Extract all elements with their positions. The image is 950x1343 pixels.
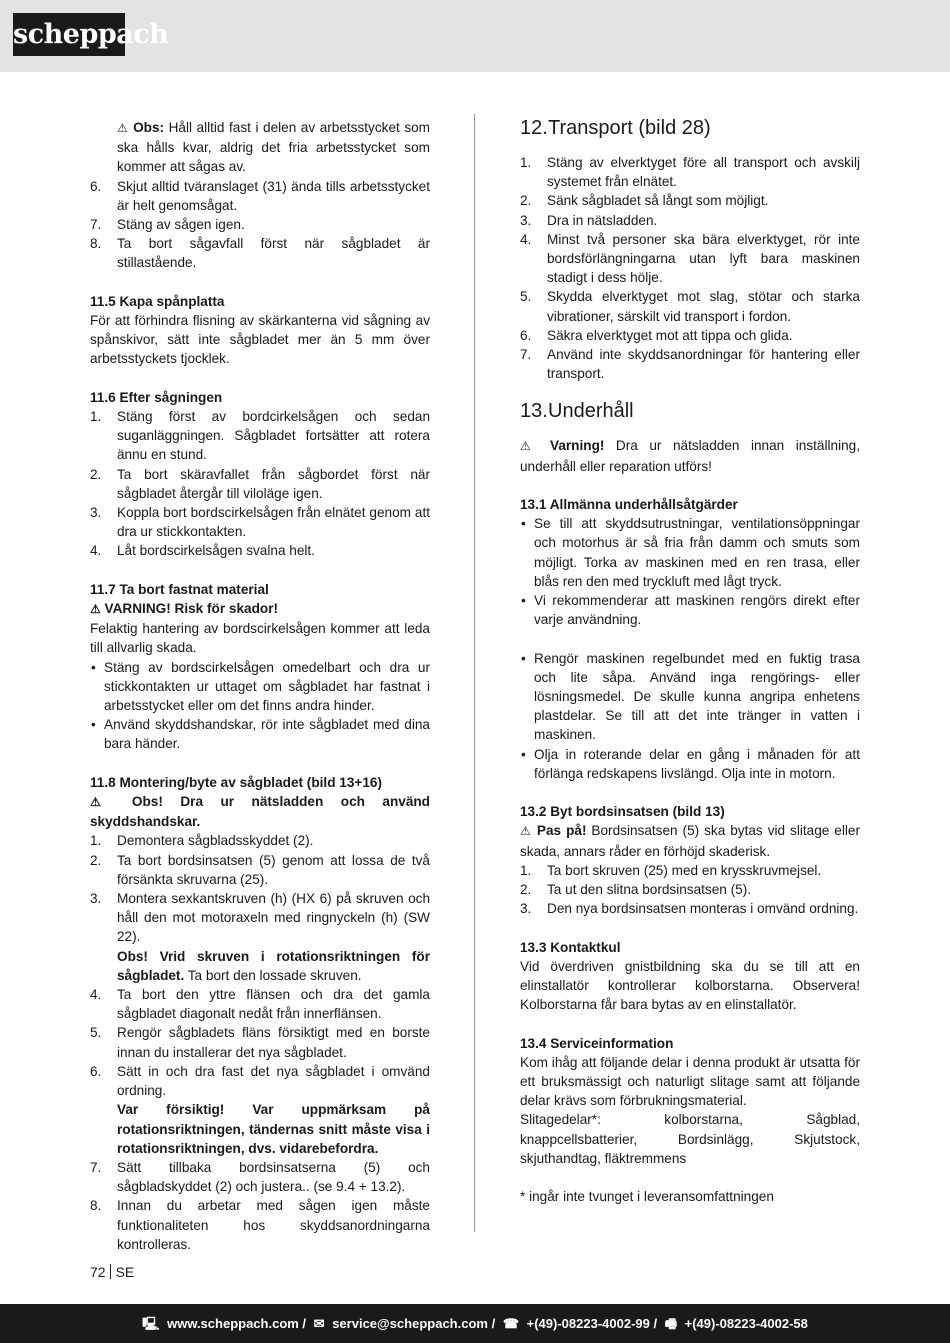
list-item: 8. Innan du arbetar med sågen igen måste funktionaliteten hos skyddsanordningarna kontrolleras. <box>90 1198 430 1252</box>
list-item: 6. Sätt in och dra fast det nya sågbladet i omvänd ordning. <box>90 1063 430 1099</box>
list-item: 6. Säkra elverktyget mot att tippa och glida. <box>520 327 793 343</box>
left-column <box>90 118 430 1254</box>
fax-icon: 🖷 <box>664 1316 677 1331</box>
list-item: 8. Ta bort sågavfall först när sågbladet är stillastående. <box>90 236 430 271</box>
list-a <box>90 177 430 273</box>
section-heading: 11.6 Efter sågningen <box>90 389 223 405</box>
monitor-icon: 🖳 <box>142 1316 160 1331</box>
list-item: 5. Rengör sågbladets fläns försiktigt med en borste innan du installerar det nya sågbladet. <box>90 1025 430 1060</box>
warning-icon: ⚠ <box>90 602 101 617</box>
list-item: 3. Den nya bordsinsatsen monteras i omvänd ordning. <box>520 901 859 917</box>
list-item: 2. Ta bort bordsinsatsen (5) genom att lossa de två försänkta skruvarna (25). <box>90 852 430 887</box>
paragraph: För att förhindra flisning av skärkanterna vid sågning av spånskivor, sätt inte sågbladet mer än 5 mm över arbetsstyckets tjocklek. <box>90 313 430 367</box>
warning-text: ⚠ VARNING! Risk för skador! <box>90 601 279 617</box>
section-heading: 13.3 Kontaktkul <box>520 939 621 955</box>
list-item: 4. Minst två personer ska bära elverktyget, rör inte bordsförlängningarna utan lyft bara maskinen stadigt i dess hölje. <box>520 231 860 286</box>
list-item: 1. Demontera sågbladsskyddet (2). <box>90 833 314 849</box>
page-header <box>0 0 950 72</box>
list-item: 3. Koppla bort bordscirkelsågen från elnätet genom att dra ur stickkontakten. <box>90 505 430 540</box>
warning-paragraph: ⚠ Pas på! Bordsinsatsen (5) ska bytas vid slitage eller skada, annars råder en förhöjd skaderisk. <box>520 823 860 859</box>
bullet-item: • Använd skyddshandskar, rör inte sågbladet med dina bara händer. <box>91 717 430 752</box>
caution-text: Var försiktig! Var uppmärksam på rotationsriktningen, tändernas snitt måste visa i rotationsriktningen, dvs. vidarebefordra. <box>117 1102 430 1156</box>
bullet-item: • Se till att skyddsutrustningar, ventilationsöppningar och motorhus är så fria från damm och smuts som möjligt. Torka av maskinen med en ren trasa, eller blås ren den med tryckluft med lågt tryck. <box>521 516 860 589</box>
warning-icon: ⚠ <box>520 824 532 839</box>
paragraph: Kom ihåg att följande delar i denna produkt är utsatta för ett bruksmässigt och naturligt slitage samt att följande delar krävs som förbrukningsmaterial. <box>520 1054 860 1109</box>
paragraph: Felaktig hantering av bordscirkelsågen kommer att leda till allvarlig skada. <box>90 621 430 656</box>
website-link[interactable]: www.scheppach.com / <box>167 1316 307 1331</box>
paragraph: Vid överdriven gnistbildning ska du se till att en elinstallatör kontrollerar kolborstarna. Observera! Kolborstarna får bara bytas av en elinstallatör. <box>520 958 860 1013</box>
footnote: * ingår inte tvunget i leveransomfattningen <box>520 1189 774 1205</box>
phone-number: +(49)-08223-4002-99 / <box>526 1316 658 1331</box>
section-heading: 13.2 Byt bordsinsatsen (bild 13) <box>520 804 725 820</box>
scheppach-logo: scheppach <box>13 13 125 56</box>
bullet-item: • Vi rekommenderar att maskinen rengörs direkt efter varje användning. <box>521 593 860 628</box>
list-item: 4. Ta bort den yttre flänsen och dra det gamla sågbladet diagonalt nedåt från innerflänsen. <box>90 987 430 1022</box>
note-text: Obs! Vrid skruven i rotationsriktningen för sågbladet. Ta bort den lossade skruven. <box>117 948 430 983</box>
obs-note: ⚠ Obs: Håll alltid fast i delen av arbetsstycket som ska hålls kvar, aldrig det fria arbetsstycket som kommer att sågas av. <box>117 120 430 175</box>
right-column <box>520 114 860 1206</box>
phone-icon: ☎ <box>502 1316 520 1331</box>
list-item: 2. Sänk sågbladet så långt som möjligt. <box>520 193 769 209</box>
fax-number: +(49)-08223-4002-58 <box>684 1316 808 1331</box>
mail-icon: ✉ <box>313 1316 325 1331</box>
section-heading: 13.1 Allmänna underhållsåtgärder <box>520 497 738 513</box>
warning-paragraph: ⚠ Varning! Dra ur nätsladden innan inställning, underhåll eller reparation utförs! <box>520 438 860 474</box>
section-heading: 11.8 Montering/byte av sågbladet (bild 13+16) <box>90 774 382 790</box>
section-heading: 11.7 Ta bort fastnat material <box>90 581 269 597</box>
list-item: 4. Låt bordscirkelsågen svalna helt. <box>90 543 315 559</box>
list-item: 1. Stäng först av bordcirkelsågen och sedan suganläggningen. Sågbladet fortsätter att rotera ännu en stund. <box>90 409 430 463</box>
bullet-item: • Olja in roterande delar en gång i månaden för att förlänga redskapens livslängd. Olja inte in motorn. <box>521 746 860 781</box>
list-item: 1. Ta bort skruven (25) med en krysskruvmejsel. <box>520 862 822 878</box>
page-number: 72 SE <box>90 1264 135 1280</box>
list-item: 7. Använd inte skyddsanordningar för hantering eller transport. <box>520 347 860 382</box>
list-item: 3. Montera sexkantskruven (h) (HX 6) på skruven och håll den mot motoraxeln med ringnyckeln (h) (SW 22). <box>90 891 430 945</box>
list-item: 5. Skydda elverktyget mot slag, stötar och starka vibrationer, särskilt vid transport i fordon. <box>520 289 860 324</box>
wear-parts-text: Slitagedelar*: kolborstarna, Sågblad, knappcellsbatterier, Bordsinlägg, Skjutstock, skjuthandtag, fläktremmens <box>520 1112 860 1166</box>
section-heading: 11.5 Kapa spånplatta <box>90 293 225 309</box>
list-item: 6. Skjut alltid tväranslaget (31) ända tills arbetsstycket är helt genomsågat. <box>90 178 430 213</box>
warning-icon: ⚠ <box>90 795 115 810</box>
warning-icon: ⚠ <box>520 439 539 454</box>
list-item: 2. Ta ut den slitna bordsinsatsen (5). <box>520 882 752 898</box>
list-item: 1. Stäng av elverktyget före all transport och avskilj systemet från elnätet. <box>520 155 860 190</box>
email-link[interactable]: service@scheppach.com / <box>332 1316 496 1331</box>
warning-icon: ⚠ <box>117 121 129 135</box>
list-item: 7. Sätt tillbaka bordsinsatserna (5) och sågbladskyddet (2) och justera.. (se 9.4 + 13.2). <box>90 1159 430 1195</box>
list-item: 3. Dra in nätsladden. <box>520 212 658 228</box>
chapter-heading: 12.Transport (bild 28) <box>520 117 711 139</box>
section-heading: 13.4 Serviceinformation <box>520 1035 674 1051</box>
list-item: 7. Stäng av sågen igen. <box>90 217 245 233</box>
bullet-item: • Rengör maskinen regelbundet med en fuktig trasa och lite såpa. Använd inga rengörings- eller lösningsmedel. De skulle kunna angripa enhetens plastdelar. Se till att det inte tränger in vatten i maskinen. <box>521 650 860 743</box>
bullet-item: • Stäng av bordscirkelsågen omedelbart och dra ur stickkontakten ur uttaget om sågbladet har fastnat i arbetsstycket eller om det finns andra hinder. <box>91 659 430 714</box>
chapter-heading: 13.Underhåll <box>520 400 634 423</box>
warning-text: ⚠ Obs! Dra ur nätsladden och använd skyddshandskar. <box>90 794 430 830</box>
column-divider <box>474 114 475 1232</box>
page-footer <box>0 1304 950 1343</box>
list-item: 2. Ta bort skäravfallet från sågbordet först när sågbladet återgår till viloläge igen. <box>90 466 430 501</box>
